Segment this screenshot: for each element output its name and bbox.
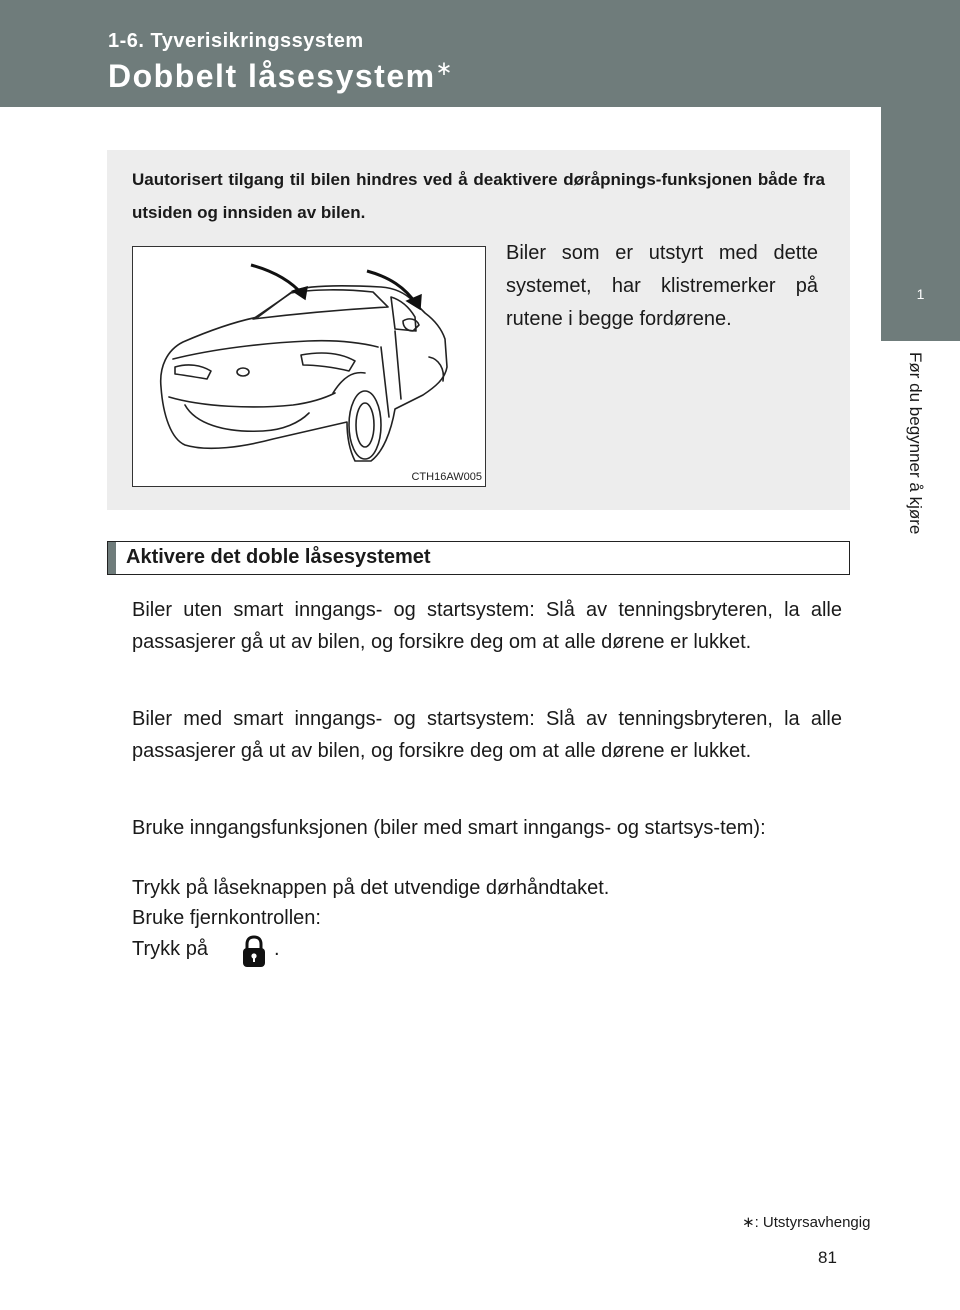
page-title-text: Dobbelt låsesystem bbox=[108, 58, 436, 94]
car-drawing bbox=[133, 247, 485, 486]
chapter-title: Før du begynner å kjøre bbox=[906, 352, 925, 535]
page-header bbox=[0, 0, 960, 107]
instruction-press-prefix: Trykk på bbox=[132, 938, 208, 960]
instruction-lock-button: Trykk på låseknappen på det utvendige dørhåndtaket. bbox=[132, 877, 610, 899]
page-number: 81 bbox=[818, 1248, 837, 1267]
paragraph-2: Biler med smart inngangs- og startsystem: Slå av tenningsbryteren, la alle passasjerer gå ut av bilen, og forsikre deg om at alle dørene er lukket. bbox=[132, 708, 842, 762]
paragraph-1: Biler uten smart inngangs- og startsystem: Slå av tenningsbryteren, la alle passasjerer gå ut av bilen, og forsikre deg om at alle dørene er lukket. bbox=[132, 599, 842, 653]
page-title bbox=[108, 58, 454, 95]
intro-summary: Uautorisert tilgang til bilen hindres ved å deaktivere døråpnings-funksjonen både fra utsiden og innsiden av bilen. bbox=[132, 170, 825, 222]
instruction-remote-heading: Bruke fjernkontrollen: bbox=[132, 907, 321, 929]
subheading-box bbox=[107, 541, 850, 575]
chapter-number-tab: 1 bbox=[881, 247, 960, 341]
illustration-code: CTH16AW005 bbox=[411, 471, 482, 483]
side-tab-top bbox=[881, 107, 960, 247]
car-illustration bbox=[132, 246, 486, 487]
lock-icon bbox=[240, 935, 268, 974]
instruction-press-suffix: . bbox=[273, 938, 280, 960]
paragraph-3: Bruke inngangsfunksjonen (biler med smart inngangs- og startsys-tem): bbox=[132, 817, 766, 839]
subheading: Aktivere det doble låsesystemet bbox=[126, 546, 431, 568]
subheading-bar bbox=[108, 542, 116, 574]
title-footnote-mark: ∗ bbox=[435, 58, 454, 80]
section-label: 1-6. Tyverisikringssystem bbox=[108, 30, 364, 52]
footnote: ∗: Utstyrsavhengig bbox=[742, 1214, 871, 1231]
intro-side-text: Biler som er utstyrt med dette systemet, har klistremerker på rutene i begge fordørene. bbox=[506, 242, 818, 330]
